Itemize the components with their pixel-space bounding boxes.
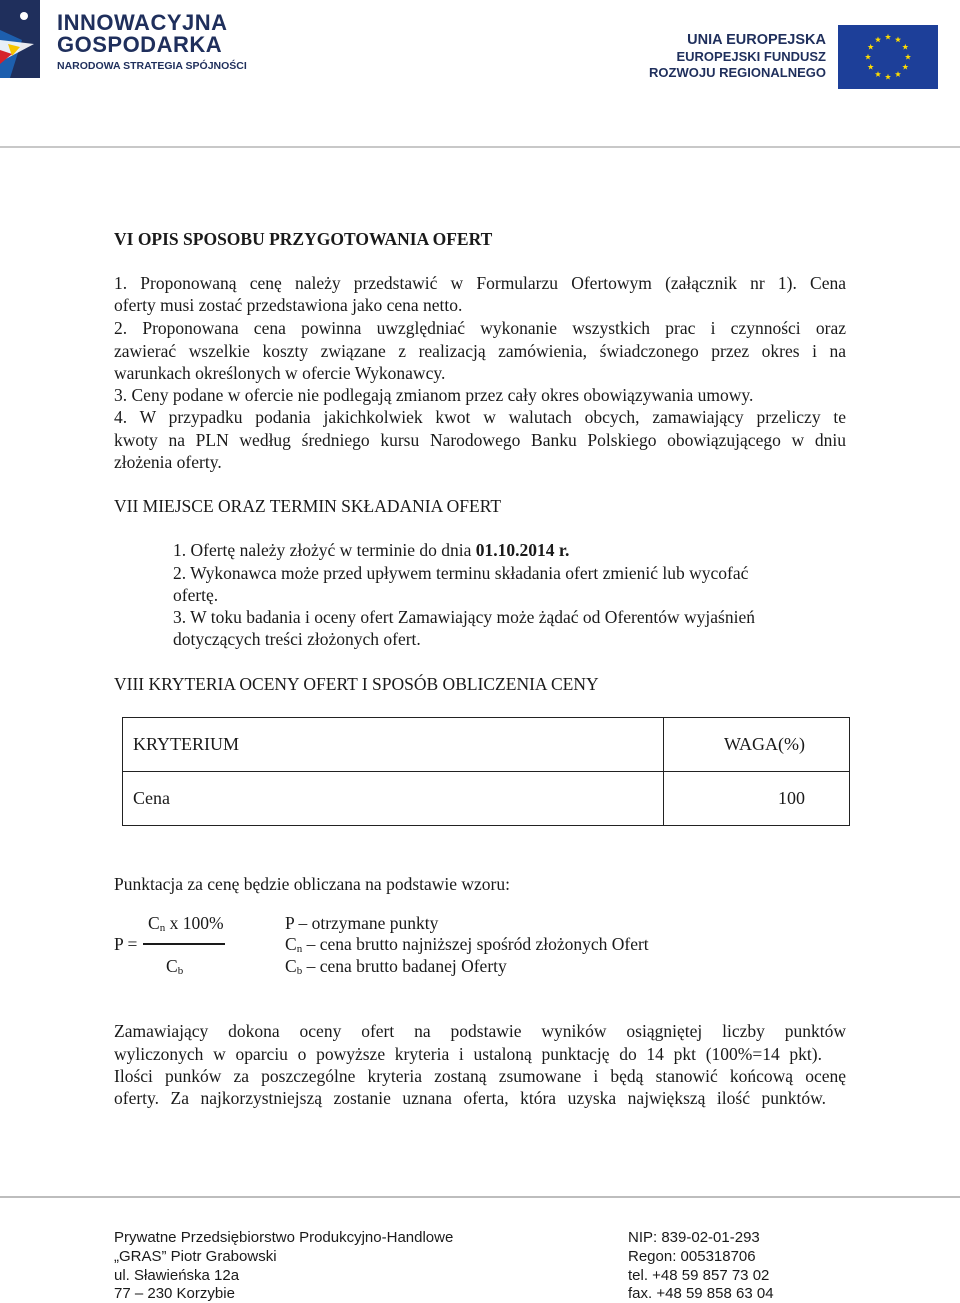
paragraph-line: warunkach określonych w ofercie Wykonawcy.	[114, 363, 446, 383]
innowacyjna-gospodarka-logo-icon	[0, 0, 40, 78]
section-heading: VII MIEJSCE ORAZ TERMIN SKŁADANIA OFERT	[114, 496, 502, 516]
footer-company-line: Prywatne Przedsiębiorstwo Produkcyjno-Handlowe	[114, 1229, 454, 1246]
paragraph-line: 2. Proponowana cena powinna uwzględniać wykonanie wszystkich prac i czynności oraz	[114, 318, 846, 338]
paragraph-line: kwoty na PLN według średniego kursu Narodowego Banku Polskiego obowiązującego w dniu	[114, 430, 846, 450]
list-item: dotyczących treści złożonych ofert.	[173, 629, 421, 649]
footer-phone: tel. +48 59 857 73 02	[628, 1267, 770, 1284]
formula-lhs: P =	[114, 934, 138, 954]
formula-numerator	[148, 912, 224, 939]
footer-nip: NIP: 839-02-01-293	[628, 1229, 760, 1246]
formula-symbol: C	[285, 956, 297, 976]
table-row	[123, 772, 850, 826]
list-item: 2. Wykonawca może przed upływem terminu składania ofert zmienić lub wycofać	[173, 563, 749, 583]
paragraph-line: złożenia oferty.	[114, 452, 222, 472]
list-item: ofertę.	[173, 585, 219, 605]
formula-legend-item	[285, 955, 507, 982]
header-divider	[0, 146, 960, 148]
formula-subscript: n	[296, 943, 303, 955]
footer-fax: fax. +48 59 858 63 04	[628, 1285, 774, 1302]
paragraph-line: oferty musi zostać przedstawiona jako cena netto.	[114, 295, 463, 315]
fraction-bar	[143, 943, 225, 945]
eu-flag-icon	[838, 25, 938, 89]
section-heading: VIII KRYTERIA OCENY OFERT I SPOSÓB OBLICZENIA CENY	[114, 674, 599, 694]
table-cell: 100	[664, 772, 850, 826]
formula-text: – cena brutto najniższej spośród złożonych Ofert	[302, 934, 649, 954]
table-header-cell: KRYTERIUM	[123, 718, 664, 772]
logo-line: EUROPEJSKI FUNDUSZ	[676, 49, 826, 64]
formula-denominator	[166, 955, 183, 982]
paragraph-line: 1. Proponowaną cenę należy przedstawić w Formularzu Ofertowym (załącznik nr 1). Cena	[114, 273, 846, 293]
footer-company-line: „GRAS” Piotr Grabowski	[114, 1248, 277, 1265]
formula-subscript: b	[296, 965, 303, 977]
table-header-row	[123, 718, 850, 772]
table-cell: Cena	[123, 772, 664, 826]
formula-subscript: b	[177, 965, 184, 977]
deadline-date: 01.10.2014 r.	[475, 540, 570, 560]
paragraph-line: Ilości punków za poszczególne kryteria zostaną zsumowane i będą stanowić końcową ocenę	[114, 1066, 846, 1086]
page-header	[0, 0, 960, 148]
footer-address-line: 77 – 230 Korzybie	[114, 1285, 235, 1302]
table-header-cell: WAGA(%)	[664, 718, 850, 772]
logo-line: NARODOWA STRATEGIA SPÓJNOŚCI	[57, 60, 247, 72]
formula-text: x 100%	[165, 913, 224, 933]
paragraph-line: zawierać wszelkie koszty związane z realizacją zamówienia, świadczonego przez okres i na	[114, 341, 846, 361]
footer-address-line: ul. Sławieńska 12a	[114, 1267, 240, 1284]
logo-line: UNIA EUROPEJSKA	[687, 32, 826, 48]
paragraph-line: 4. W przypadku podania jakichkolwiek kwot w walutach obcych, zamawiający przeliczy te	[114, 407, 846, 427]
paragraph-line: Zamawiający dokona oceny ofert na podstawie wyników osiągniętej liczby punktów	[114, 1021, 846, 1041]
eu-fund-wordmark	[649, 32, 826, 81]
innowacyjna-gospodarka-wordmark	[57, 12, 247, 73]
logo-line: ROZWOJU REGIONALNEGO	[649, 65, 826, 80]
criteria-table	[122, 717, 850, 826]
formula-symbol: C	[166, 956, 178, 976]
section-heading: VI OPIS SPOSOBU PRZYGOTOWANIA OFERT	[114, 229, 493, 249]
formula-text: – cena brutto badanej Oferty	[302, 956, 507, 976]
paragraph-line: wyliczonych w oparciu o powyższe kryteria i ustaloną punktację do 14 pkt (100%=14 pkt).	[114, 1044, 822, 1064]
list-item: 3. W toku badania i oceny ofert Zamawiający może żądać od Oferentów wyjaśnień	[173, 607, 755, 627]
paragraph-line: oferty. Za najkorzystniejszą zostanie uznana oferta, która uzyska największą ilość punktów.	[114, 1088, 826, 1108]
formula-symbol: C	[148, 913, 160, 933]
formula-intro: Punktacja za cenę będzie obliczana na podstawie wzoru:	[114, 874, 510, 894]
formula-subscript: n	[159, 922, 166, 934]
logo-line: INNOWACYJNA	[57, 10, 228, 35]
list-item	[173, 539, 569, 561]
formula-symbol: C	[285, 934, 297, 954]
footer-divider	[0, 1196, 960, 1198]
footer-regon: Regon: 005318706	[628, 1248, 756, 1265]
formula-legend-item: P – otrzymane punkty	[285, 913, 439, 933]
logo-line: GOSPODARKA	[57, 32, 223, 57]
list-item-text: 1. Ofertę należy złożyć w terminie do dnia	[173, 540, 476, 560]
paragraph-line: 3. Ceny podane w ofercie nie podlegają zmianom przez cały okres obowiązywania umowy.	[114, 385, 754, 405]
